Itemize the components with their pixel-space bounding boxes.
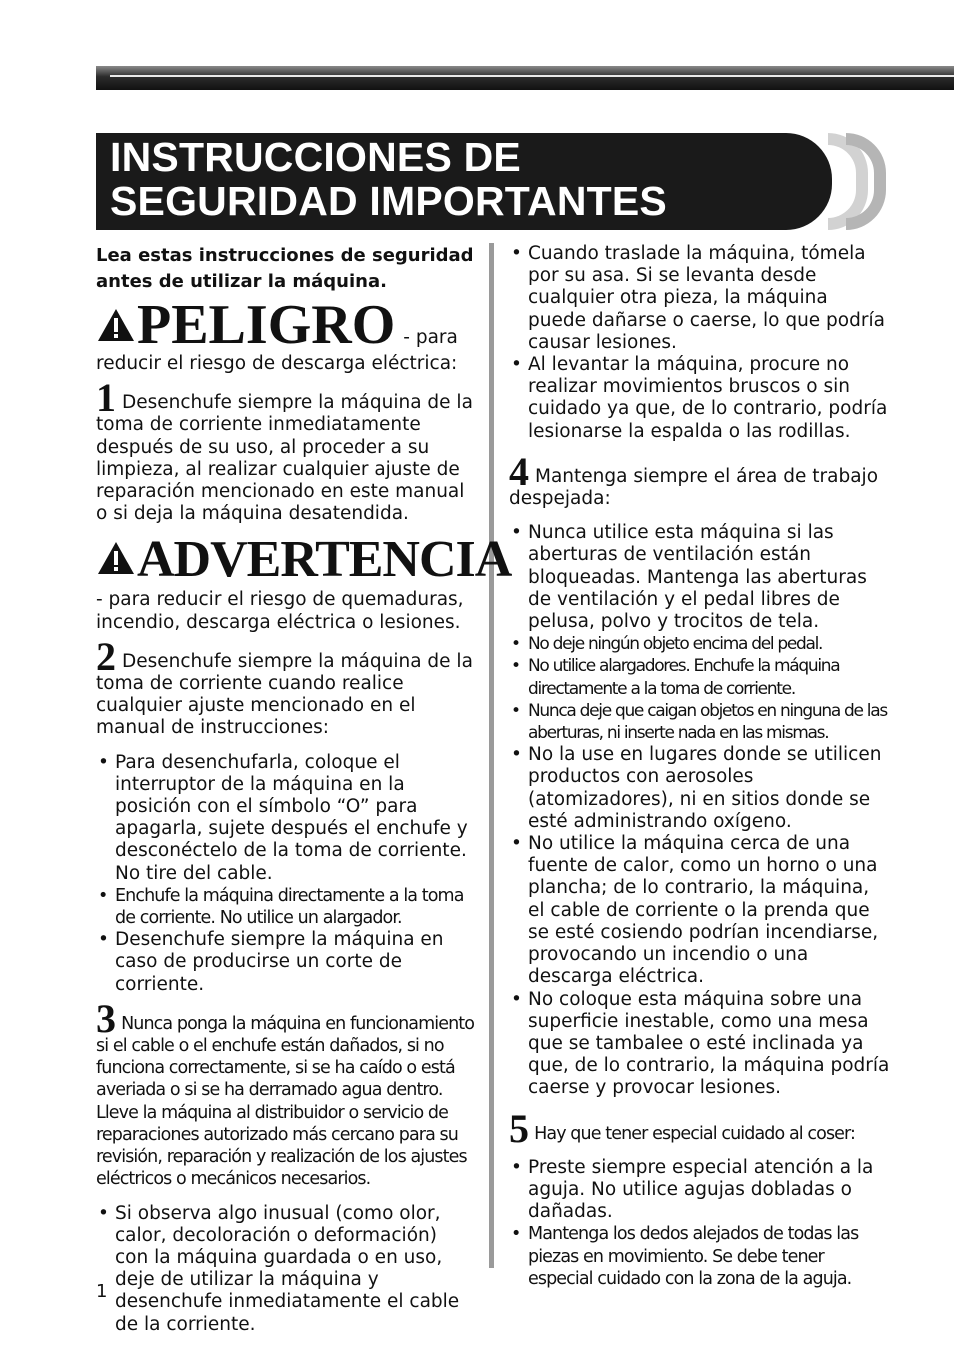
list-item: • No deje ningún objeto encima del pedal. [509,633,891,655]
item-2 [96,633,476,740]
title-decoration-outer [846,133,886,230]
page-title [96,133,832,230]
peligro-suffix: - para [403,327,458,348]
item-5 [509,1105,891,1151]
item-2-number: 2 [96,633,116,679]
intro-text: Lea estas instrucciones de seguridad antes de utilizar la máquina. [96,245,474,292]
peligro-heading [96,294,476,356]
peligro-continuation: reducir el riesgo de descarga eléctrica: [96,353,458,374]
item-5-text: Hay que tener especial cuidado al coser: [534,1123,856,1144]
list-item: • No utilice la máquina cerca de una fuente de calor, como un horno o una plancha; de lo contrario, la máquina, el cable de corriente o la prenda que se esté cosiendo podrían incendiarse, provocando un incendio o una descarga eléctrica. [509,833,891,988]
column-divider [489,243,494,1268]
item-1-number: 1 [96,375,116,421]
advertencia-heading [96,531,512,589]
item-4 [509,448,891,510]
item-3-text: Nunca ponga la máquina en funcionamiento si el cable o el enchufe están dañados, si no funciona correctamente, si se ha caído o está averiada o si se ha derramado agua dentro. Lleve la máquina al distribuidor o servicio de reparaciones autorizado más cercano para su revisión, reparación y realización de los ajustes eléctricos o mecánicos necesarios. [96,1013,475,1190]
item-5-number: 5 [509,1105,529,1151]
item-4-text: Mantenga siempre el área de trabajo despejada: [509,465,879,510]
transport-bullets [509,243,891,443]
list-item: • Nunca deje que caigan objetos en ninguna de las aberturas, ni inserte nada en las mismas. [509,700,891,744]
list-item: • Al levantar la máquina, procure no realizar movimientos bruscos o sin cuidado ya que, de lo contrario, podría lesionarse la espalda o las rodillas. [509,354,891,443]
list-item: • Para desenchufarla, coloque el interruptor de la máquina en la posición con el símbolo “O” para apagarla, sujete después el enchufe y desconéctelo de la toma de corriente. No tire del cable. [96,752,476,885]
item-4-bullets [509,522,891,1099]
item-3 [96,995,476,1191]
page-title-line-2: SEGURIDAD IMPORTANTES [110,178,667,224]
list-item: • Mantenga los dedos alejados de todas las piezas en movimiento. Se debe tener especial cuidado con la zona de la aguja. [509,1223,891,1290]
list-item: • Nunca utilice esta máquina si las aberturas de ventilación están bloqueadas. Mantenga las aberturas de ventilación y el pedal libres de pelusa, polvo y trocitos de tela. [509,522,891,633]
peligro-word: PELIGRO [137,294,396,356]
warning-triangle-icon [96,540,136,582]
list-item: • No utilice alargadores. Enchufe la máquina directamente a la toma de corriente. [509,655,891,699]
item-1 [96,375,476,525]
item-3-bullets [96,1203,476,1336]
list-item: • Si observa algo inusual (como olor, calor, decoloración o deformación) con la máquina guardada o en uso, deje de utilizar la máquina y desenchufe inmediatamente el cable de la corriente. [96,1203,476,1336]
list-item: • Preste siempre especial atención a la aguja. No utilice agujas dobladas o dañadas. [509,1157,891,1224]
item-2-bullets [96,752,476,996]
item-3-number: 3 [96,995,116,1041]
page-title-line-1: INSTRUCCIONES DE [110,134,521,180]
advertencia-word: ADVERTENCIA [137,531,512,589]
advertencia-continuation: - para reducir el riesgo de quemaduras, incendio, descarga eléctrica o lesiones. [96,589,464,633]
page-number: 1 [96,1281,108,1302]
header-rule [96,66,954,90]
list-item: • Desenchufe siempre la máquina en caso de producirse un corte de corriente. [96,929,476,996]
item-4-number: 4 [509,448,529,494]
list-item: • No coloque esta máquina sobre una superficie inestable, como una mesa que se tambalee o esté inclinada ya que, de lo contrario, la máquina podría caerse y provocar lesiones. [509,989,891,1100]
item-2-text: Desenchufe siempre la máquina de la toma de corriente cuando realice cualquier ajuste mencionado en el manual de instrucciones: [96,650,473,739]
right-column [509,243,891,1290]
item-1-text: Desenchufe siempre la máquina de la toma de corriente inmediatamente después de su uso, al proceder a su limpieza, al realizar cualquier ajuste de reparación mencionado en este manual o si deja la máquina desatendida. [96,392,473,525]
item-5-bullets [509,1157,891,1290]
list-item: • Cuando traslade la máquina, tómela por su asa. Si se levanta desde cualquier otra pieza, la máquina puede dañarse o caerse, lo que podría causar lesiones. [509,243,891,354]
list-item: • Enchufe la máquina directamente a la toma de corriente. No utilice un alargador. [96,885,476,929]
list-item: • No la use en lugares donde se utilicen productos con aerosoles (atomizadores), ni en sitios donde se esté administrando oxígeno. [509,744,891,833]
warning-triangle-icon [96,307,136,349]
left-column [96,243,512,1336]
